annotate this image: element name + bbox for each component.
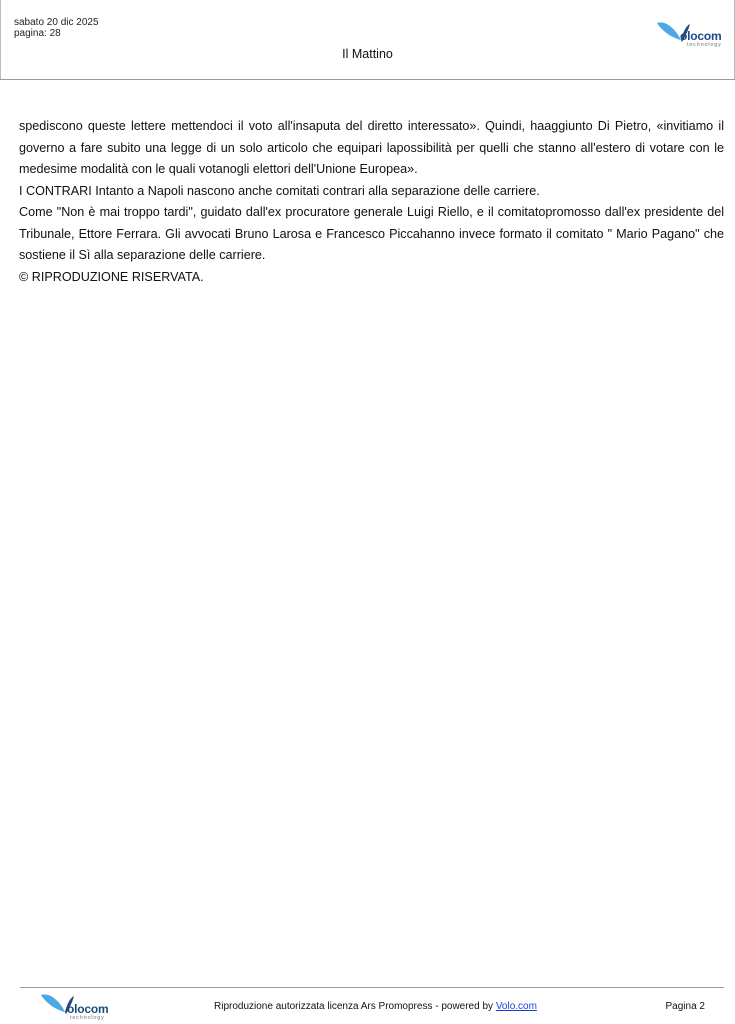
- article-paragraph: I CONTRARI Intanto a Napoli nascono anche comitati contrari alla separazione delle carriere.: [19, 183, 540, 198]
- volocom-logo-header: [655, 18, 727, 50]
- logo-tagline: technology: [687, 42, 722, 48]
- logo-word: olocom: [680, 29, 722, 43]
- header-divider: [0, 79, 735, 80]
- article-body: [19, 116, 724, 288]
- footer-divider: [20, 987, 724, 988]
- header-page-label: pagina: 28: [14, 28, 61, 39]
- footer-license: [214, 1001, 537, 1012]
- copyright-notice: © RIPRODUZIONE RISERVATA.: [19, 269, 204, 284]
- logo-tagline: technology: [70, 1015, 105, 1021]
- header-date: sabato 20 dic 2025: [14, 17, 99, 28]
- volo-link[interactable]: Volo.com: [495, 1001, 537, 1012]
- logo-word: olocom: [67, 1002, 109, 1016]
- article-paragraph: Come "Non è mai troppo tardi", guidato dall'ex procuratore generale Luigi Riello, e il comitatopromosso dall'ex presidente del Tribunale, Ettore Ferrara. Gli avvocati Bruno Larosa e Francesco Piccahanno invece formato il comitato " Mario Pagano" che sostiene il Sì alla separazione delle carriere.: [19, 205, 724, 262]
- volocom-logo-footer: [38, 990, 110, 1022]
- header-meta: [14, 17, 99, 39]
- article-paragraph: spediscono queste lettere mettendoci il voto all'insaputa del diretto interessato». Quindi, haaggiunto Di Pietro, «invitiamo il governo a fare subito una legge di un solo articolo che equipari lapossibilità per quelli che stanno all'estero di votare con le medesime modalità con le quali votanogli elettori dell'Unione Europea».: [19, 119, 724, 176]
- footer-page-number: Pagina 2: [665, 1001, 705, 1012]
- frame-left-border: [0, 0, 1, 80]
- footer-license-text: Riproduzione autorizzata licenza Ars Promopress - powered by: [214, 1001, 496, 1012]
- newspaper-title: Il Mattino: [342, 47, 393, 61]
